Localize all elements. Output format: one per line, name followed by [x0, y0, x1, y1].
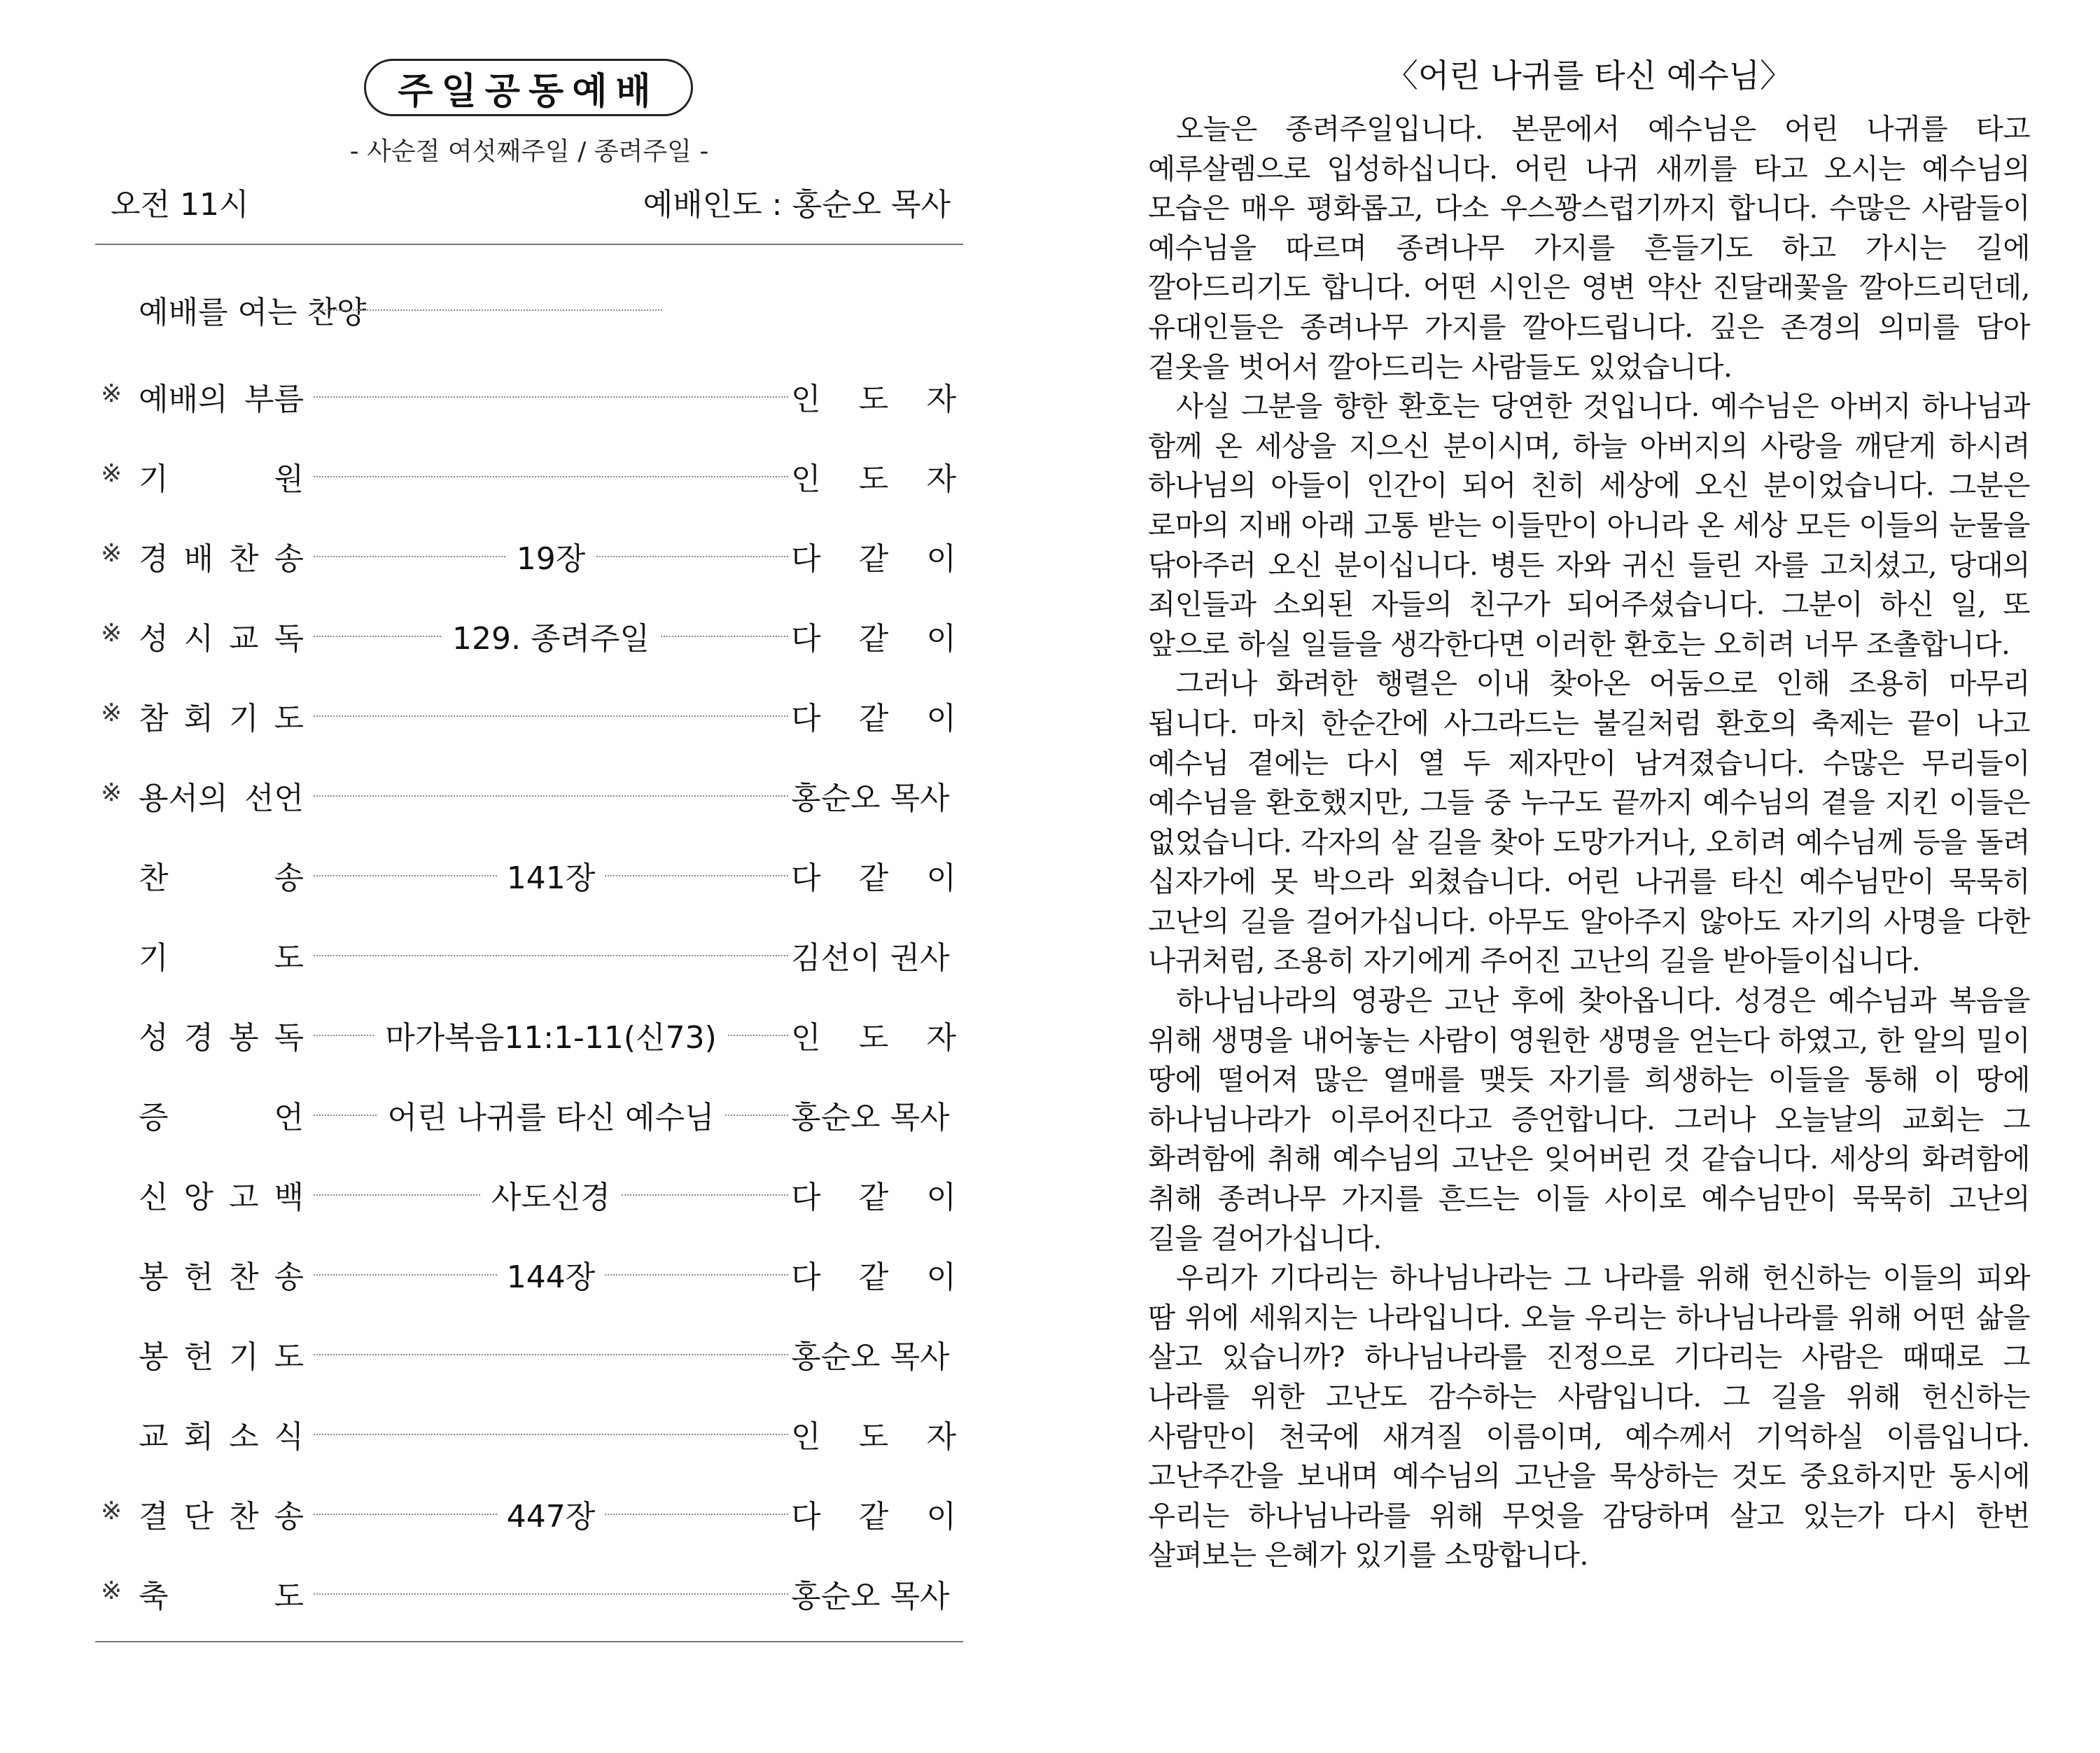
standing-mark: ※ — [101, 459, 122, 488]
service-meta — [111, 179, 951, 221]
order-item-responsible: 홍순오 목사 — [791, 781, 950, 816]
service-subtitle: - 사순절 여섯째주일 / 종려주일 - — [349, 137, 709, 166]
order-item-detail: 마가복음11:1-11(신73) — [375, 1020, 727, 1056]
standing-mark: ※ — [101, 1577, 122, 1605]
dot-leader — [314, 396, 788, 398]
order-item-name: 용서의 선언 — [139, 781, 304, 816]
order-item — [95, 374, 963, 454]
order-item-detail: 144장 — [497, 1259, 606, 1295]
order-item — [95, 613, 963, 693]
order-item — [95, 1491, 963, 1571]
order-item-name: 참 회 기 도 — [139, 701, 304, 736]
order-item — [95, 1332, 963, 1411]
order-item-detail: 사도신경 — [482, 1180, 620, 1215]
standing-mark: ※ — [101, 699, 122, 727]
sermon-paragraph: 사실 그분을 향한 환호는 당연한 것입니다. 예수님은 아버지 하나님과 함께 온 세상을 지으신 분이시며, 하늘 아버지의 사랑을 깨닫게 하시려 하나님의 아들이 인간이 되어 친히 세상에 오신 분이었습니다. 그분은 로마의 지배 아래 고통 받는 이들만이 아니라 온 세상 모든 이들의 눈물을 닦아주러 오신 분이십니다. 병든 자와 귀신 들린 자를 고치셨고, 당대의 죄인들과 소외된 자들의 친구가 되어주셨습니다. 그분이 하신 일, 또 앞으로 하실 일들을 생각한다면 이러한 환호는 오히려 너무 조촐합니다. — [1148, 389, 2030, 661]
sermon-title: 〈어린 나귀를 타신 예수님〉 — [1385, 57, 1793, 95]
dot-leader — [314, 955, 788, 956]
order-item-name: 성 시 교 독 — [139, 621, 304, 657]
bottom-divider — [95, 1641, 963, 1642]
order-item — [95, 1411, 963, 1491]
service-leader: 예배인도 : 홍순오 목사 — [643, 187, 951, 223]
order-item-name: 예배를 여는 찬양 — [139, 295, 367, 330]
order-item-responsible: 홍순오 목사 — [791, 1579, 950, 1614]
order-item-name: 증 언 — [139, 1100, 304, 1136]
order-item-detail: 129. 종려주일 — [442, 621, 659, 657]
order-item — [95, 773, 963, 853]
order-item-responsible: 다 같 이 — [791, 621, 956, 657]
order-item-name: 축 도 — [139, 1579, 304, 1614]
order-item-responsible: 인 도 자 — [791, 1020, 956, 1056]
sermon-paragraph: 그러나 화려한 행렬은 이내 찾아온 어둠으로 인해 조용히 마무리 됩니다. 마치 한순간에 사그라드는 불길처럼 환호의 축제는 끝이 나고 예수님 곁에는 다시 열 두 제자만이 남겨졌습니다. 수많은 무리들이 예수님을 환호했지만, 그들 중 누구도 끝까지 예수님의 곁을 지킨 이들은 없었습니다. 각자의 살 길을 찾아 도망가거나, 오히려 예수님께 등을 돌려 십자가에 못 박으라 외쳤습니다. 어린 나귀를 타신 예수님만이 묵묵히 고난의 길을 걸어가십니다. 아무도 알아주지 않아도 자기의 사명을 다한 나귀처럼, 조용히 자기에게 주어진 고난의 길을 받아들이십니다. — [1148, 666, 2030, 978]
service-title: 주일공동예배 — [364, 59, 693, 116]
order-item — [95, 454, 963, 533]
service-time: 오전 11시 — [111, 187, 249, 223]
order-item-detail-wrap — [314, 1252, 788, 1297]
sermon-paragraph: 하나님나라의 영광은 고난 후에 찾아옵니다. 성경은 예수님과 복음을 위해 생명을 내어놓는 사람이 영원한 생명을 얻는다 하였고, 한 알의 밀이 땅에 떨어져 많은 열매를 맺듯 자기를 희생하는 이들을 통해 이 땅에 하나님나라가 이루어진다고 증언합니다. 그러나 오늘날의 교회는 그 화려함에 취해 예수님의 고난은 잊어버린 것 같습니다. 세상의 화려함에 취해 종려나무 가지를 흔드는 이들 사이로 예수님만이 묵묵히 고난의 길을 걸어가십니다. — [1148, 984, 2030, 1255]
order-item — [95, 1172, 963, 1252]
order-item-detail: 어린 나귀를 타신 예수님 — [378, 1100, 724, 1136]
standing-mark: ※ — [101, 619, 122, 648]
order-item-responsible: 홍순오 목사 — [791, 1100, 950, 1136]
order-item-name: 기 원 — [139, 461, 304, 497]
order-item — [95, 1571, 963, 1651]
order-item-name: 결 단 찬 송 — [139, 1499, 304, 1535]
order-item — [95, 853, 963, 933]
order-item-detail-wrap — [314, 1172, 788, 1217]
order-item — [95, 533, 963, 613]
sermon-text — [1148, 50, 2030, 1575]
dot-leader — [314, 715, 788, 717]
order-item-name: 경 배 찬 송 — [139, 541, 304, 577]
order-item — [95, 1092, 963, 1172]
order-item — [95, 1252, 963, 1332]
standing-mark: ※ — [101, 539, 122, 568]
order-item-responsible: 인 도 자 — [791, 461, 956, 497]
order-item-detail-wrap — [314, 1012, 788, 1057]
order-item-name: 기 도 — [139, 940, 304, 976]
order-item-detail: 447장 — [497, 1499, 606, 1535]
order-item-name: 성 경 봉 독 — [139, 1020, 304, 1056]
order-item-detail-wrap — [314, 1092, 788, 1137]
dot-leader — [314, 1354, 788, 1355]
order-item-detail: 19장 — [507, 541, 596, 577]
order-item-responsible: 인 도 자 — [791, 382, 956, 417]
order-item-responsible: 다 같 이 — [791, 701, 956, 736]
order-item-detail: 141장 — [497, 860, 606, 896]
top-divider — [95, 244, 963, 245]
standing-mark: ※ — [101, 379, 122, 408]
order-item-name: 교 회 소 식 — [139, 1419, 304, 1455]
order-item-responsible: 인 도 자 — [791, 1419, 956, 1455]
order-item-responsible: 김선이 권사 — [791, 940, 950, 976]
order-item-responsible: 다 같 이 — [791, 1499, 956, 1535]
order-item-name: 봉 헌 기 도 — [139, 1339, 304, 1375]
order-item-name: 신 앙 고 백 — [139, 1180, 304, 1215]
order-item-responsible: 다 같 이 — [791, 1259, 956, 1295]
order-item-responsible: 다 같 이 — [791, 1180, 956, 1215]
standing-mark: ※ — [101, 1497, 122, 1525]
order-item-responsible: 다 같 이 — [791, 860, 956, 896]
sermon-paragraph: 오늘은 종려주일입니다. 본문에서 예수님은 어린 나귀를 타고 예루살렘으로 입성하십니다. 어린 나귀 새끼를 타고 오시는 예수님의 모습은 매우 평화롭고, 다소 우스꽝스럽기까지 합니다. 수많은 사람들이 예수님을 따르며 종려나무 가지를 흔들기도 하고 가시는 길에 깔아드리기도 합니다. 어떤 시인은 영변 약산 진달래꽃을 깔아드리던데, 유대인들은 종려나무 가지를 깔아드립니다. 깊은 존경의 의미를 담아 겉옷을 벗어서 깔아드리는 사람들도 있었습니다. — [1148, 112, 2030, 384]
order-item-detail-wrap — [314, 853, 788, 898]
order-item — [95, 287, 963, 374]
dot-leader — [314, 1434, 788, 1435]
order-item — [95, 933, 963, 1012]
dot-leader — [314, 1593, 788, 1595]
order-item-detail-wrap — [314, 1491, 788, 1536]
standing-mark: ※ — [101, 778, 122, 807]
dot-leader — [314, 476, 788, 477]
order-item-name: 예배의 부름 — [139, 382, 304, 417]
order-of-worship — [95, 56, 963, 1652]
order-item — [95, 1012, 963, 1092]
order-list — [95, 287, 963, 1651]
order-item — [95, 693, 963, 773]
sermon-body — [1148, 109, 2030, 1575]
order-item-detail-wrap — [314, 533, 788, 578]
order-item-name: 봉 헌 찬 송 — [139, 1259, 304, 1295]
dot-leader — [314, 309, 662, 311]
sermon-paragraph: 우리가 기다리는 하나님나라는 그 나라를 위해 헌신하는 이들의 피와 땀 위에 세워지는 나라입니다. 오늘 우리는 하나님나라를 위해 어떤 삶을 살고 있습니까? 하나님나라를 진정으로 기다리는 사람은 때때로 그 나라를 위한 고난도 감수하는 사람입니다. 그 길을 위해 헌신하는 사람만이 천국에 새겨질 이름이며, 예수께서 기억하실 이름입니다. 고난주간을 보내며 예수님의 고난을 묵상하는 것도 중요하지만 동시에 우리는 하나님나라를 위해 무엇을 감당하며 살고 있는가 다시 한번 살펴보는 은혜가 있기를 소망합니다. — [1148, 1261, 2030, 1572]
order-item-detail-wrap — [314, 613, 788, 658]
order-item-responsible: 다 같 이 — [791, 541, 956, 577]
order-item-responsible: 홍순오 목사 — [791, 1339, 950, 1375]
dot-leader — [314, 795, 788, 797]
order-item-name: 찬 송 — [139, 860, 304, 896]
